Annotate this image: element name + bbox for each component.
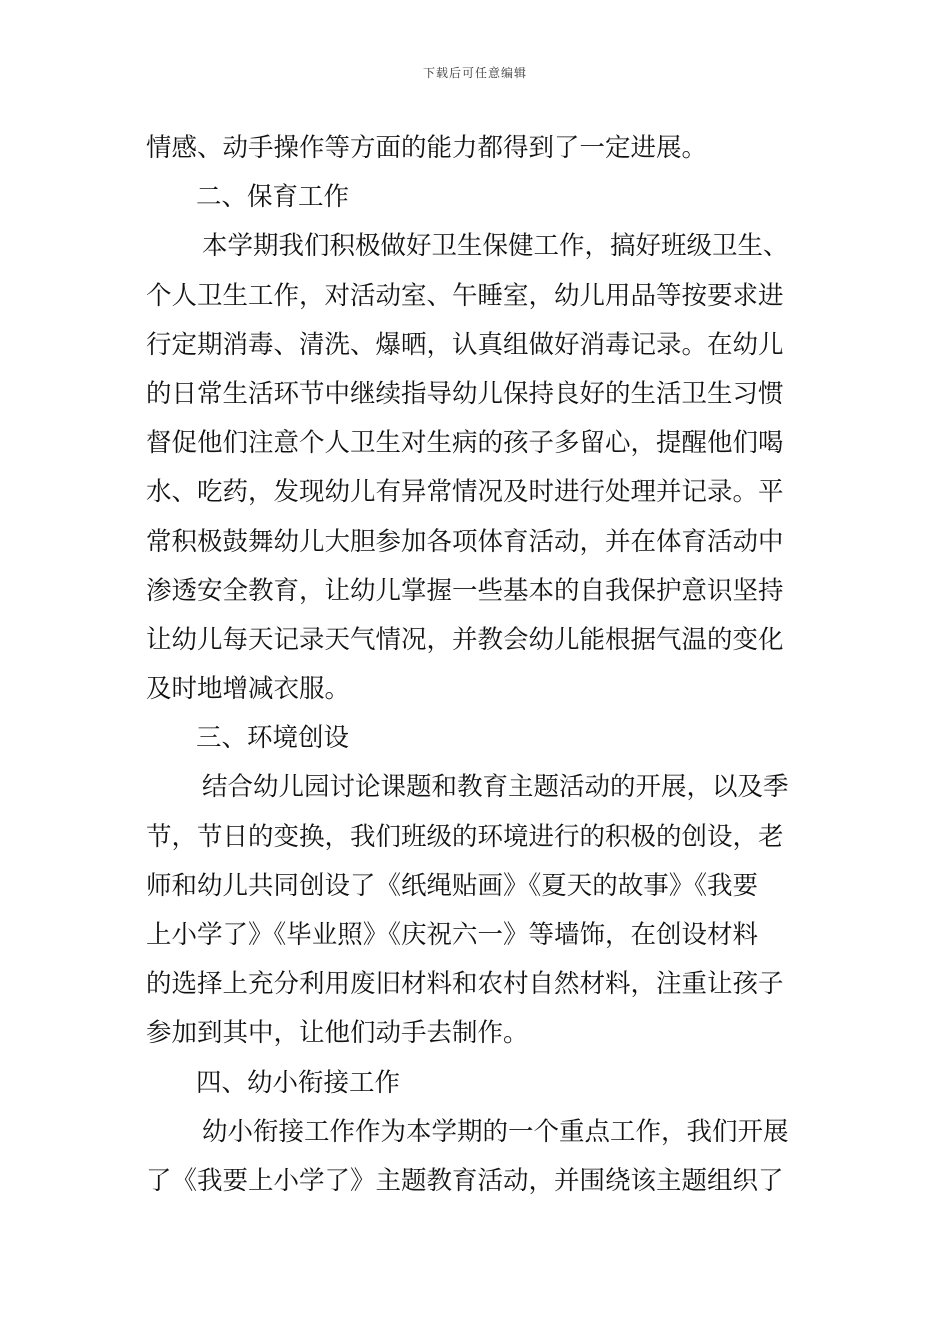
text-line: 让幼儿每天记录天气情况，并教会幼儿能根据气温的变化 (146, 624, 784, 655)
text-line: 幼小衔接工作作为本学期的一个重点工作，我们开展 (202, 1116, 789, 1147)
text-line: 水、吃药，发现幼儿有异常情况及时进行处理并记录。平 (146, 477, 784, 508)
text-line: 及时地增减衣服。 (146, 674, 351, 705)
document-body (146, 124, 808, 1206)
text-line: 个人卫生工作，对活动室、午睡室，幼儿用品等按要求进 (146, 280, 784, 311)
text-line: 常积极鼓舞幼儿大胆参加各项体育活动，并在体育活动中 (146, 526, 784, 557)
text-line: 师和幼儿共同创设了《纸绳贴画》《夏天的故事》《我要 (146, 870, 759, 901)
text-line: 参加到其中，让他们动手去制作。 (146, 1018, 529, 1049)
text-line: 节，节日的变换，我们班级的环境进行的积极的创设，老 (146, 821, 784, 852)
section-heading-transition: 四、幼小衔接工作 (196, 1067, 401, 1098)
section-heading-environment: 三、环境创设 (196, 723, 350, 754)
text-line: 的选择上充分利用废旧材料和农村自然材料，注重让孩子 (146, 969, 784, 1000)
text-line: 了《我要上小学了》主题教育活动，并围绕该主题组织了 (146, 1165, 784, 1196)
text-line: 的日常生活环节中继续指导幼儿保持良好的生活卫生习惯 (146, 378, 784, 409)
text-line: 结合幼儿园讨论课题和教育主题活动的开展，以及季 (202, 772, 789, 803)
page-header-note: 下载后可任意编辑 (422, 66, 527, 80)
text-line: 上小学了》《毕业照》《庆祝六一》等墙饰，在创设材料 (146, 920, 759, 950)
text-line: 本学期我们积极做好卫生保健工作，搞好班级卫生、 (202, 231, 789, 262)
text-line: 督促他们注意个人卫生对生病的孩子多留心，提醒他们喝 (146, 428, 784, 459)
text-line: 渗透安全教育，让幼儿掌握一些基本的自我保护意识坚持 (146, 575, 784, 606)
text-line: 情感、动手操作等方面的能力都得到了一定进展。 (146, 133, 708, 163)
text-line: 行定期消毒、清洗、爆晒，认真组做好消毒记录。在幼儿 (146, 329, 784, 360)
section-heading-childcare: 二、保育工作 (196, 182, 350, 213)
